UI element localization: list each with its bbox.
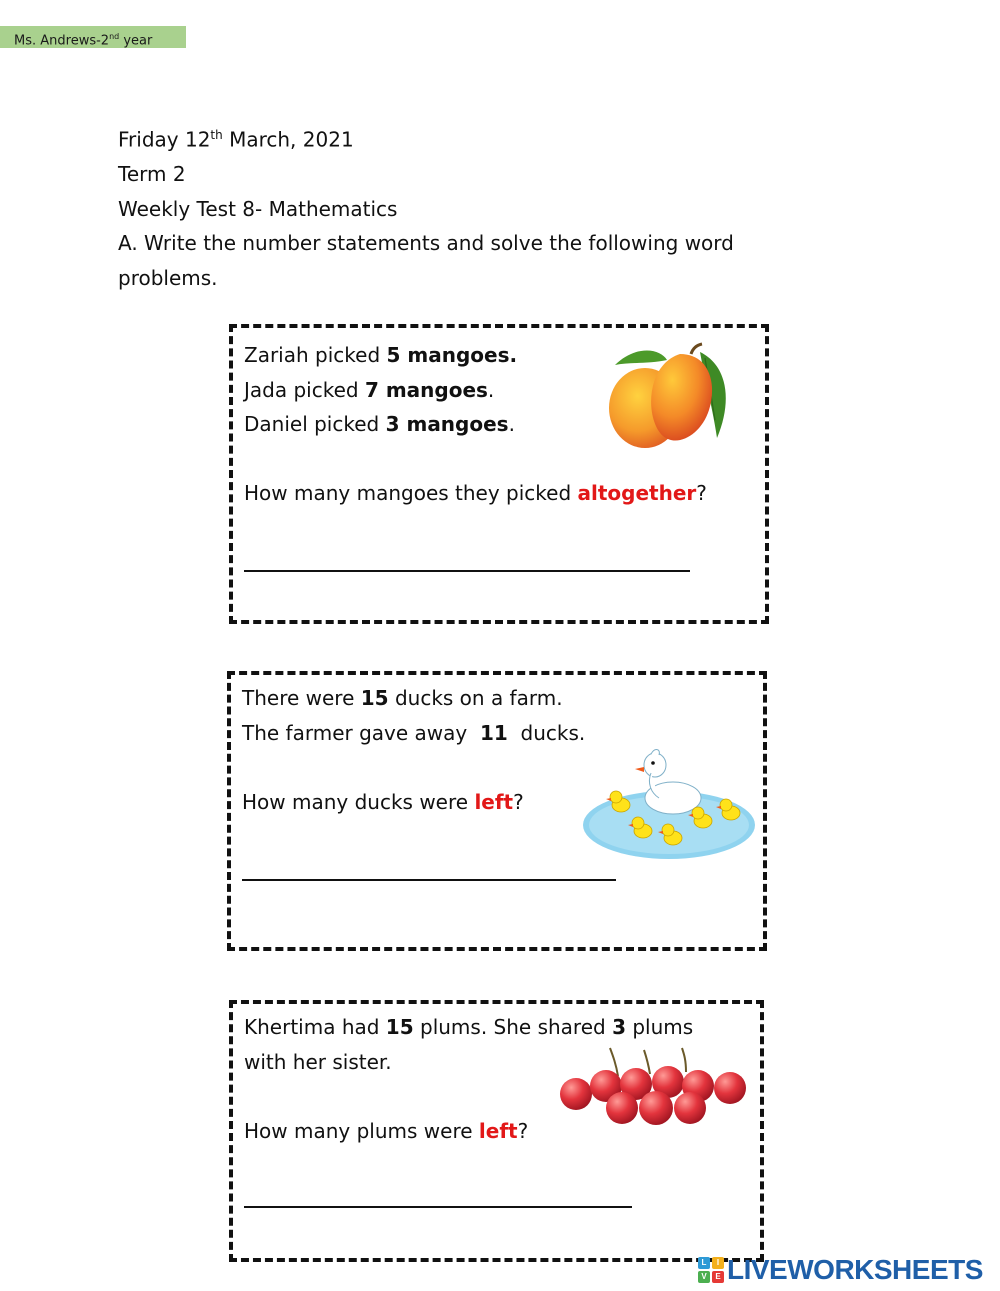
- problem-question: How many mangoes they picked altogether?: [244, 481, 707, 505]
- answer-line[interactable]: [242, 879, 616, 881]
- problem-line: The farmer gave away 11 ducks.: [242, 720, 586, 745]
- problem-question: How many ducks were left?: [242, 789, 524, 814]
- teacher-tag: Ms. Andrews-2nd year: [0, 26, 186, 48]
- brand-logo-icon: L I V E: [698, 1257, 724, 1283]
- problem-line: Jada picked 7 mangoes.: [244, 377, 495, 402]
- problem-line: There were 15 ducks on a farm.: [242, 686, 563, 710]
- problem-box-plums: [229, 1000, 764, 1262]
- plums-image: [558, 1046, 753, 1126]
- instruction: A. Write the number statements and solve the following word problems.: [118, 231, 734, 290]
- answer-line[interactable]: [244, 1206, 632, 1208]
- problem-line: Daniel picked 3 mangoes.: [244, 412, 515, 436]
- problem-box-mangoes: [229, 324, 769, 624]
- worksheet-header: [118, 118, 818, 295]
- problem-line: Khertima had 15 plums. She shared 3 plums: [244, 1015, 694, 1039]
- problem-box-ducks: [227, 671, 767, 951]
- problem-question: How many plums were left?: [244, 1118, 529, 1143]
- test-title: Weekly Test 8- Mathematics: [118, 196, 398, 221]
- problem-line: with her sister.: [244, 1049, 392, 1074]
- answer-line[interactable]: [244, 570, 690, 572]
- problem-line: Zariah picked 5 mangoes.: [244, 343, 518, 367]
- mango-image: [605, 340, 735, 448]
- term-line: Term 2: [118, 162, 186, 187]
- liveworksheets-logo: [698, 1255, 983, 1285]
- brand-name: LIVEWORKSHEETS: [727, 1254, 983, 1285]
- date-line: Friday 12th March, 2021: [118, 127, 354, 152]
- ducks-on-pond-image: [581, 743, 756, 863]
